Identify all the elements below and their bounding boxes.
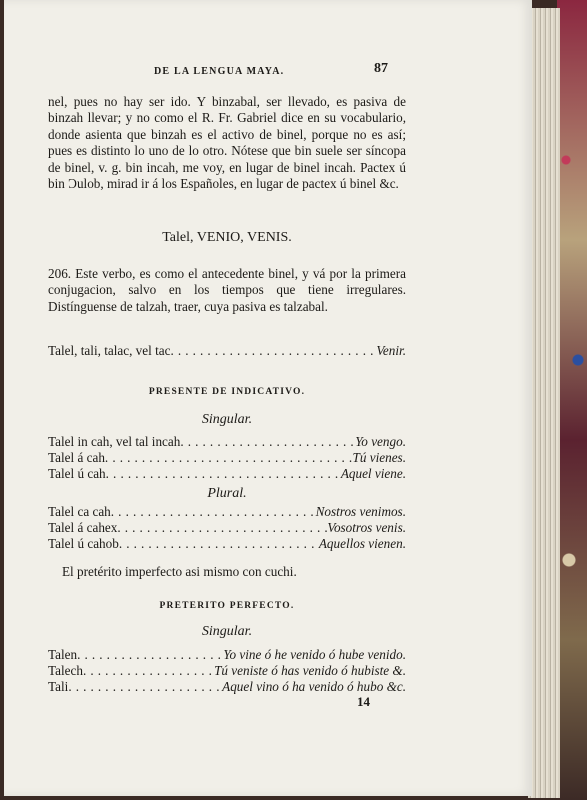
heading-preterito: PRETERITO PERFECTO. (159, 601, 295, 611)
dot-leader (111, 504, 316, 520)
row-left: Talech (48, 663, 83, 678)
dot-leader (119, 536, 319, 552)
dot-leader (68, 679, 222, 695)
table-row (48, 663, 406, 679)
book-page (4, 0, 532, 796)
label-singular: Singular. (201, 412, 253, 427)
signature-mark: 14 (357, 694, 370, 709)
dot-leader (117, 520, 327, 536)
dot-leader (106, 466, 341, 482)
row-right: Nostros venimos. (315, 504, 406, 519)
running-title: DE LA LENGUA MAYA. (154, 66, 285, 77)
table-row (48, 679, 406, 695)
row-right: Venir. (376, 343, 406, 358)
row-left: Talel, tali, talac, vel tac (48, 343, 171, 358)
label-singular-preterito: Singular. (201, 624, 253, 639)
table-row (48, 450, 406, 466)
row-left: Talel á cahex (48, 520, 118, 535)
page-edges (528, 8, 560, 798)
dot-leader (105, 450, 353, 466)
paragraph-imperfecto: El pretérito imperfecto asi mismo con cuchi. (62, 564, 297, 579)
row-left: Talel ú cahob (48, 536, 119, 551)
row-left: Talel in cah, vel tal incah (48, 434, 181, 449)
section-title: Talel, VENIO, VENIS. (162, 230, 292, 245)
dot-leader (83, 663, 214, 679)
row-left: Tali (48, 679, 69, 694)
row-left: Talel ca cah (48, 504, 111, 519)
row-left: Talel á cah (48, 450, 105, 465)
paragraph-binel: nel, pues no hay ser ido. Y binzabal, ser llevado, es pasiva de binzah llevar; y no como el R. Fr. Gabriel dice en su vocabulario, donde asienta que binzah es el activo de binel, porque no es así; pues es distinto lo uno de lo otro. Nótese que bin suele ser síncopa de binel, v. g. bin incah, me voy, en lugar de binel incah. Pactex ú bin Ɔulob, mirad ir á los Españoles, en lugar de pactex ú binel &c. (48, 94, 406, 192)
marbled-endpaper (557, 0, 587, 800)
row-left: Talel ú cah (48, 466, 106, 481)
row-right: Yo vengo. (355, 434, 406, 449)
label-plural: Plural. (207, 486, 247, 501)
table-row (48, 520, 406, 536)
dot-leader (180, 434, 355, 450)
table-row (48, 504, 406, 520)
row-right: Vosotros venis. (327, 520, 406, 535)
row-right: Tú vienes. (352, 450, 406, 465)
table-row (48, 647, 406, 663)
dot-leader (170, 343, 376, 359)
row-right: Yo vine ó he venido ó hube venido. (223, 647, 406, 662)
row-right: Tú veniste ó has venido ó hubiste &. (214, 663, 406, 678)
row-right: Aquel viene. (340, 466, 406, 481)
row-left: Talen (48, 647, 78, 662)
lead-conjugation-row (48, 343, 406, 359)
page-number: 87 (374, 61, 388, 76)
row-right: Aquellos vienen. (318, 536, 406, 551)
table-row (48, 434, 406, 450)
table-row (48, 536, 406, 552)
paragraph-206: 206. Este verbo, es como el antecedente binel, y vá por la primera conjugacion, salvo en los tiempos que tiene irregulares. Distínguense de talzah, traer, cuya pasiva es talzabal. (48, 266, 406, 314)
dot-leader (77, 647, 223, 663)
row-right: Aquel vino ó ha venido ó hubo &c. (222, 679, 406, 694)
table-row (48, 466, 406, 482)
heading-presente: PRESENTE DE INDICATIVO. (148, 387, 306, 397)
